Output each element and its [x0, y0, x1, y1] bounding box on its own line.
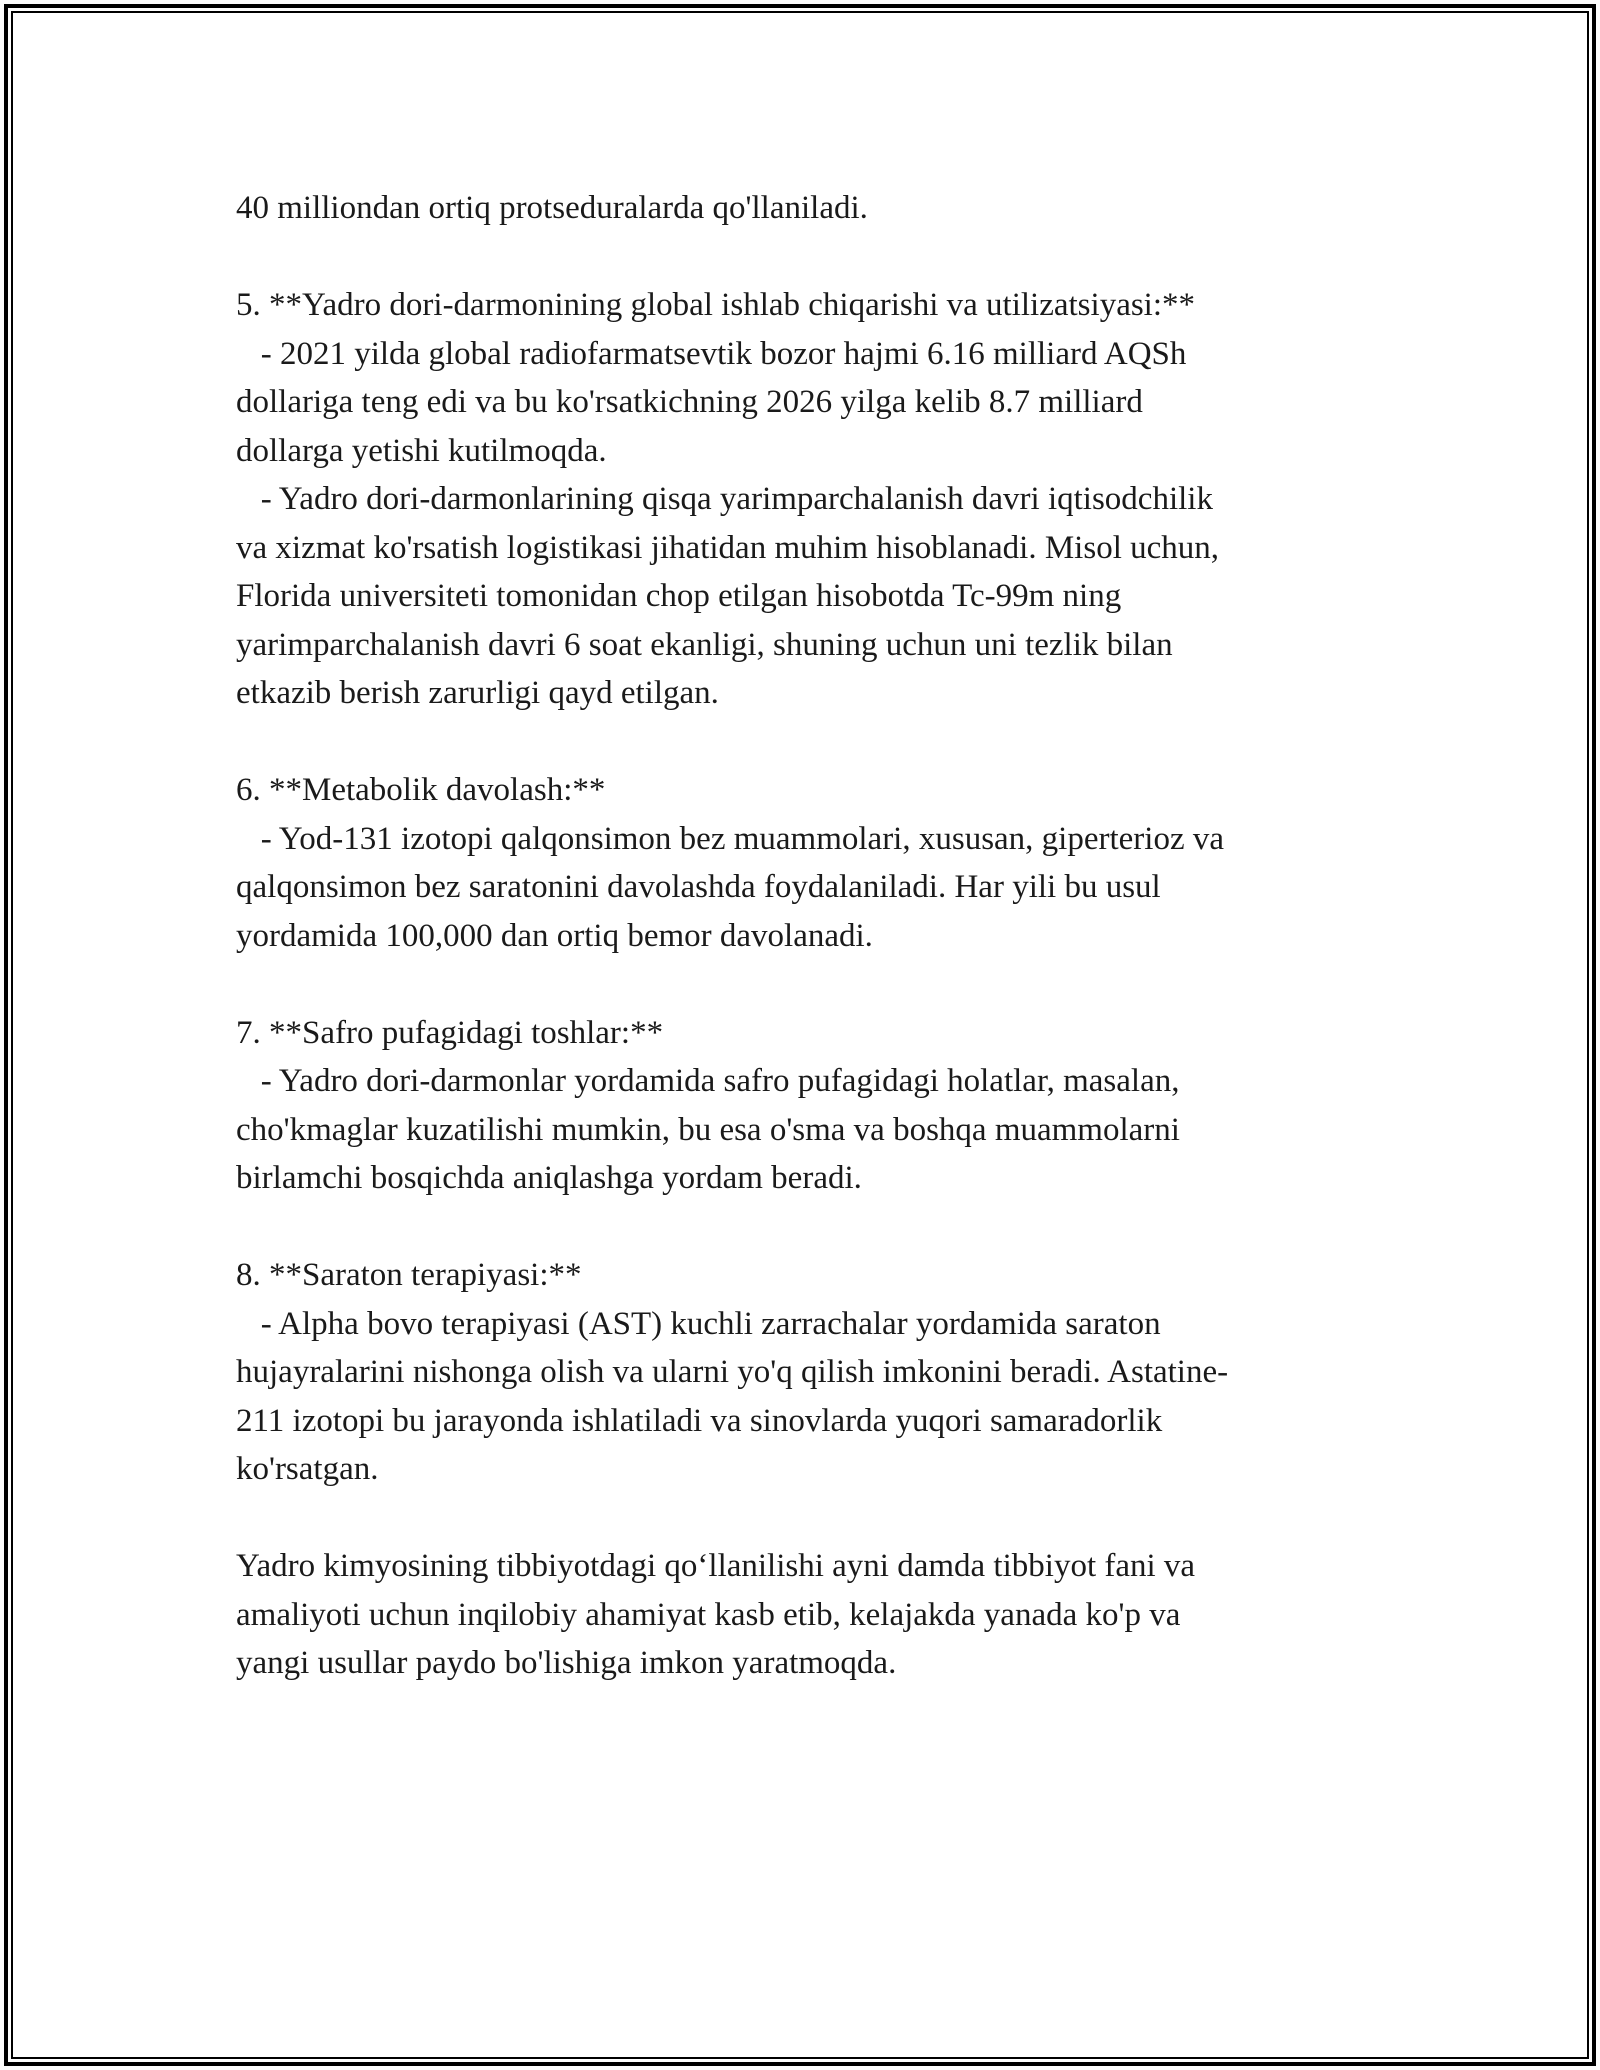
- paragraph-intro-continuation: [236, 184, 1346, 233]
- text-line: hujayralarini nishonga olish va ularni yo'q qilish imkonini beradi. Astatine-: [236, 1354, 1229, 1390]
- section-heading: 5. **Yadro dori-darmonining global ishlab chiqarishi va utilizatsiyasi:**: [236, 287, 1196, 323]
- section-heading: 7. **Safro pufagidagi toshlar:**: [236, 1014, 664, 1051]
- document-body: [236, 184, 1346, 1688]
- paragraph-section-7: [236, 1009, 1346, 1203]
- paragraph-section-8: [236, 1251, 1346, 1494]
- text-line: etkazib berish zarurligi qayd etilgan.: [236, 675, 719, 711]
- section-heading: 8. **Saraton terapiyasi:**: [236, 1257, 582, 1293]
- paragraph-gap: [236, 718, 1346, 767]
- paragraph-gap: [236, 1203, 1346, 1252]
- text-line: birlamchi bosqichda aniqlashga yordam beradi.: [236, 1160, 862, 1196]
- text-line: yarimparchalanish davri 6 soat ekanligi, shuning uchun uni tezlik bilan: [236, 626, 1173, 663]
- text-line: - Yadro dori-darmonlar yordamida safro pufagidagi holatlar, masalan,: [236, 1063, 1180, 1099]
- text-line: yordamida 100,000 dan ortiq bemor davolanadi.: [236, 917, 873, 954]
- text-line: - Yod-131 izotopi qalqonsimon bez muammolari, xususan, giperterioz va: [236, 820, 1225, 857]
- text-line: - Alpha bovo terapiyasi (AST) kuchli zarrachalar yordamida saraton: [236, 1305, 1161, 1342]
- paragraph-gap: [236, 233, 1346, 282]
- text-line: - Yadro dori-darmonlarining qisqa yarimparchalanish davri iqtisodchilik: [236, 481, 1213, 517]
- text-line: qalqonsimon bez saratonini davolashda foydalaniladi. Har yili bu usul: [236, 869, 1161, 905]
- text-line: Florida universiteti tomonidan chop etilgan hisobotda Tc-99m ning: [236, 578, 1122, 614]
- text-line: 40 milliondan ortiq protseduralarda qo'llaniladi.: [236, 190, 868, 226]
- text-line: Yadro kimyosining tibbiyotdagi qo‘llanilishi ayni damda tibbiyot fani va: [236, 1548, 1196, 1584]
- text-line: dollarga yetishi kutilmoqda.: [236, 432, 607, 469]
- paragraph-gap: [236, 960, 1346, 1009]
- text-line: yangi usullar paydo bo'lishiga imkon yaratmoqda.: [236, 1645, 897, 1681]
- text-line: 211 izotopi bu jarayonda ishlatiladi va sinovlarda yuqori samaradorlik: [236, 1402, 1163, 1439]
- text-line: ko'rsatgan.: [236, 1451, 379, 1487]
- paragraph-section-6: [236, 766, 1346, 960]
- text-line: - 2021 yilda global radiofarmatsevtik bozor hajmi 6.16 milliard AQSh: [236, 335, 1187, 372]
- text-line: amaliyoti uchun inqilobiy ahamiyat kasb etib, kelajakda yanada ko'p va: [236, 1596, 1181, 1633]
- text-line: cho'kmaglar kuzatilishi mumkin, bu esa o'sma va boshqa muammolarni: [236, 1111, 1180, 1148]
- paragraph-gap: [236, 1494, 1346, 1543]
- text-line: va xizmat ko'rsatish logistikasi jihatidan muhim hisoblanadi. Misol uchun,: [236, 529, 1220, 566]
- paragraph-section-5: [236, 281, 1346, 718]
- section-heading: 6. **Metabolik davolash:**: [236, 772, 606, 808]
- paragraph-conclusion: [236, 1542, 1346, 1688]
- text-line: dollariga teng edi va bu ko'rsatkichning 2026 yilga kelib 8.7 milliard: [236, 384, 1143, 420]
